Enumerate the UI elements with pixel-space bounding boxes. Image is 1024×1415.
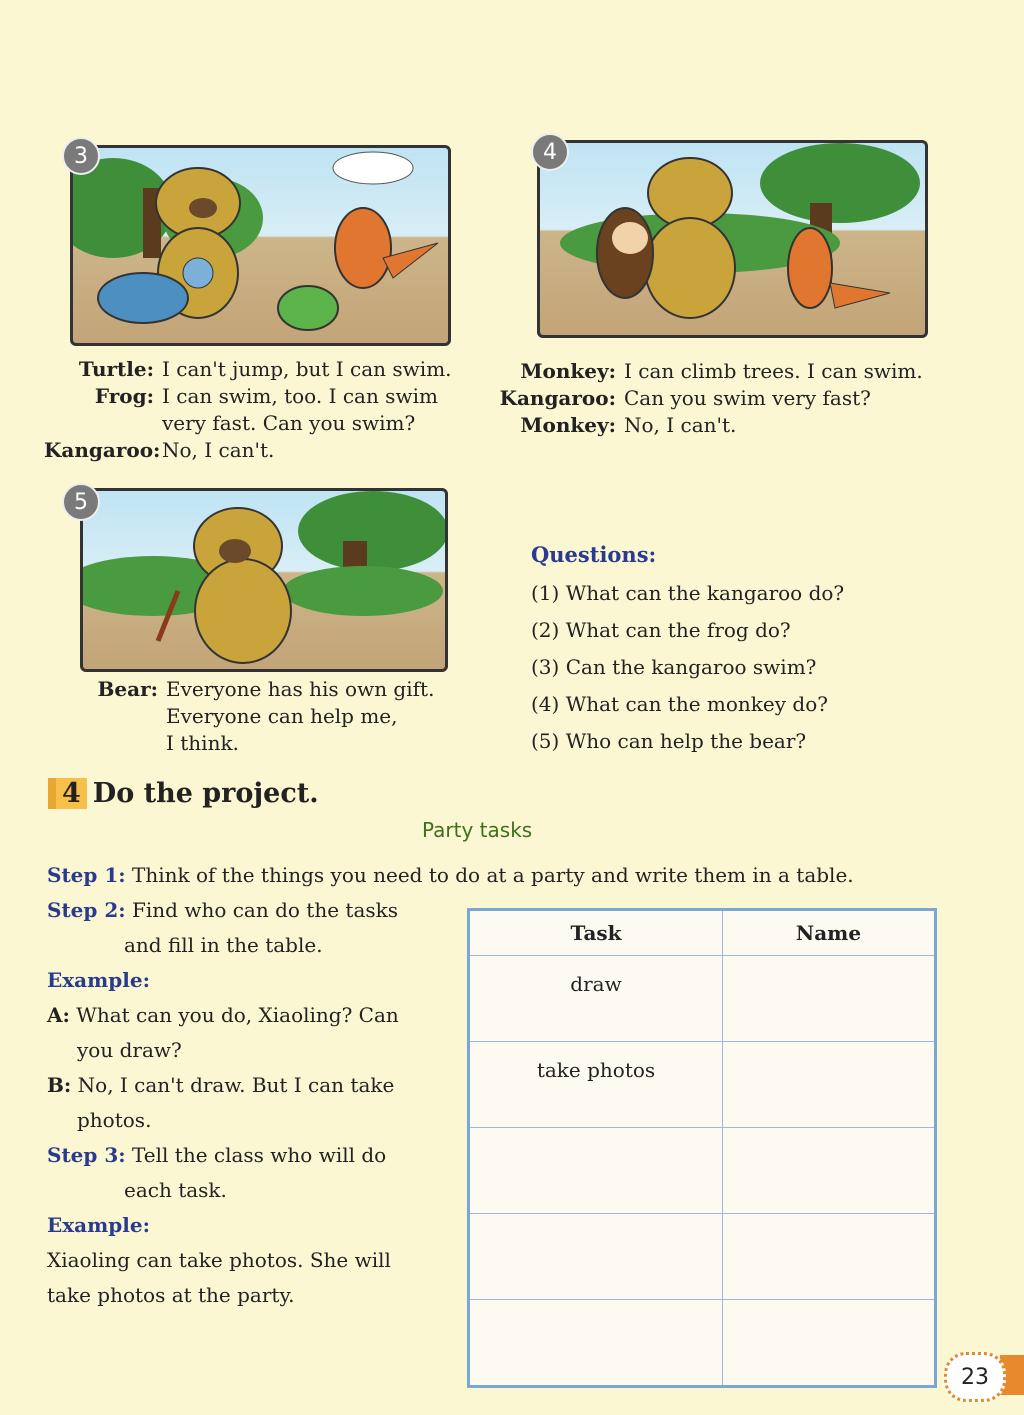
step-label: Step 2:	[47, 898, 126, 922]
section-heading	[48, 778, 319, 809]
dialogue-line: I can climb trees. I can swim.	[624, 359, 923, 383]
dialogue-line: very fast. Can you swim?	[162, 411, 416, 435]
step-text: each task.	[124, 1178, 227, 1202]
dialogue-line: I can't jump, but I can swim.	[162, 357, 452, 381]
table-row	[469, 1300, 936, 1387]
example-text: Xiaoling can take photos. She will	[47, 1248, 391, 1272]
dialogue-line: Everyone has his own gift.	[166, 677, 435, 701]
dialogue-line: I can swim, too. I can swim	[162, 384, 438, 408]
step-text: Tell the class who will do	[132, 1143, 387, 1167]
table-row	[469, 1214, 936, 1300]
question-item: (3) Can the kangaroo swim?	[531, 655, 817, 679]
speaker-label: Kangaroo:	[499, 386, 616, 410]
question-item: (4) What can the monkey do?	[531, 692, 828, 716]
table-cell[interactable]	[723, 1300, 936, 1387]
table-cell: draw	[469, 956, 723, 1042]
example-label: Example:	[47, 1213, 150, 1237]
bear-turtle-frog-kangaroo-illustration	[73, 148, 448, 343]
example-text: What can you do, Xiaoling? Can	[76, 1003, 399, 1027]
section-title: Do the project.	[92, 778, 319, 809]
questions-block	[531, 542, 844, 760]
illustration-panel-4	[537, 140, 928, 338]
dialogue-panel-5	[80, 676, 434, 757]
illustration-panel-3	[70, 145, 451, 346]
dialogue-line: Can you swim very fast?	[624, 386, 871, 410]
example-text: you draw?	[77, 1038, 182, 1062]
speaker-label: Turtle:	[78, 357, 154, 381]
table-cell[interactable]	[723, 1042, 936, 1128]
table-header-name: Name	[723, 910, 936, 956]
table-cell[interactable]	[469, 1214, 723, 1300]
step-text: Find who can do the tasks	[132, 898, 399, 922]
bear-alone-illustration	[83, 491, 445, 669]
step-1	[47, 858, 1007, 893]
example-text: take photos at the party.	[47, 1283, 295, 1307]
panel-number-badge: 3	[62, 137, 100, 175]
example-text: No, I can't draw. But I can take	[77, 1073, 395, 1097]
panel-number-badge: 5	[62, 483, 100, 521]
table-cell: take photos	[469, 1042, 723, 1128]
dialogue-line: Everyone can help me,	[166, 704, 398, 728]
question-item: (5) Who can help the bear?	[531, 729, 807, 753]
table-cell[interactable]	[469, 1128, 723, 1214]
questions-title: Questions:	[531, 542, 657, 567]
party-tasks-subtitle: Party tasks	[422, 818, 533, 842]
section-number: 4	[48, 778, 87, 809]
example-text: photos.	[77, 1108, 152, 1132]
speaker-label: Kangaroo:	[44, 438, 161, 462]
question-item: (2) What can the frog do?	[531, 618, 791, 642]
dialogue-line: No, I can't.	[162, 438, 275, 462]
question-item: (1) What can the kangaroo do?	[531, 581, 845, 605]
table-header-task: Task	[469, 910, 723, 956]
step-label: Step 3:	[47, 1143, 126, 1167]
speaker-b-label: B:	[47, 1073, 72, 1097]
dialogue-panel-3	[44, 356, 452, 464]
speaker-a-label: A:	[47, 1003, 70, 1027]
table-cell[interactable]	[723, 956, 936, 1042]
monkey-bear-kangaroo-illustration	[540, 143, 925, 335]
table-row	[469, 956, 936, 1042]
illustration-panel-5	[80, 488, 448, 672]
speaker-label: Monkey:	[520, 359, 616, 383]
party-tasks-table	[467, 908, 937, 1388]
dialogue-line: No, I can't.	[624, 413, 737, 437]
speaker-label: Bear:	[97, 677, 158, 701]
table-row	[469, 1042, 936, 1128]
dialogue-line: I think.	[166, 731, 239, 755]
table-cell[interactable]	[723, 1128, 936, 1214]
speaker-label: Monkey:	[520, 413, 616, 437]
panel-number-badge: 4	[531, 133, 569, 171]
project-instructions	[47, 893, 457, 1313]
table-cell[interactable]	[469, 1300, 723, 1387]
table-header-row	[469, 910, 936, 956]
example-label: Example:	[47, 968, 150, 992]
speaker-label: Frog:	[94, 384, 154, 408]
step-text: and fill in the table.	[124, 933, 323, 957]
table-cell[interactable]	[723, 1214, 936, 1300]
table-row	[469, 1128, 936, 1214]
page-number: 23	[944, 1352, 1006, 1402]
dialogue-panel-4	[492, 358, 923, 439]
step-label: Step 1:	[47, 863, 126, 887]
step-text: Think of the things you need to do at a party and write them in a table.	[132, 863, 854, 887]
